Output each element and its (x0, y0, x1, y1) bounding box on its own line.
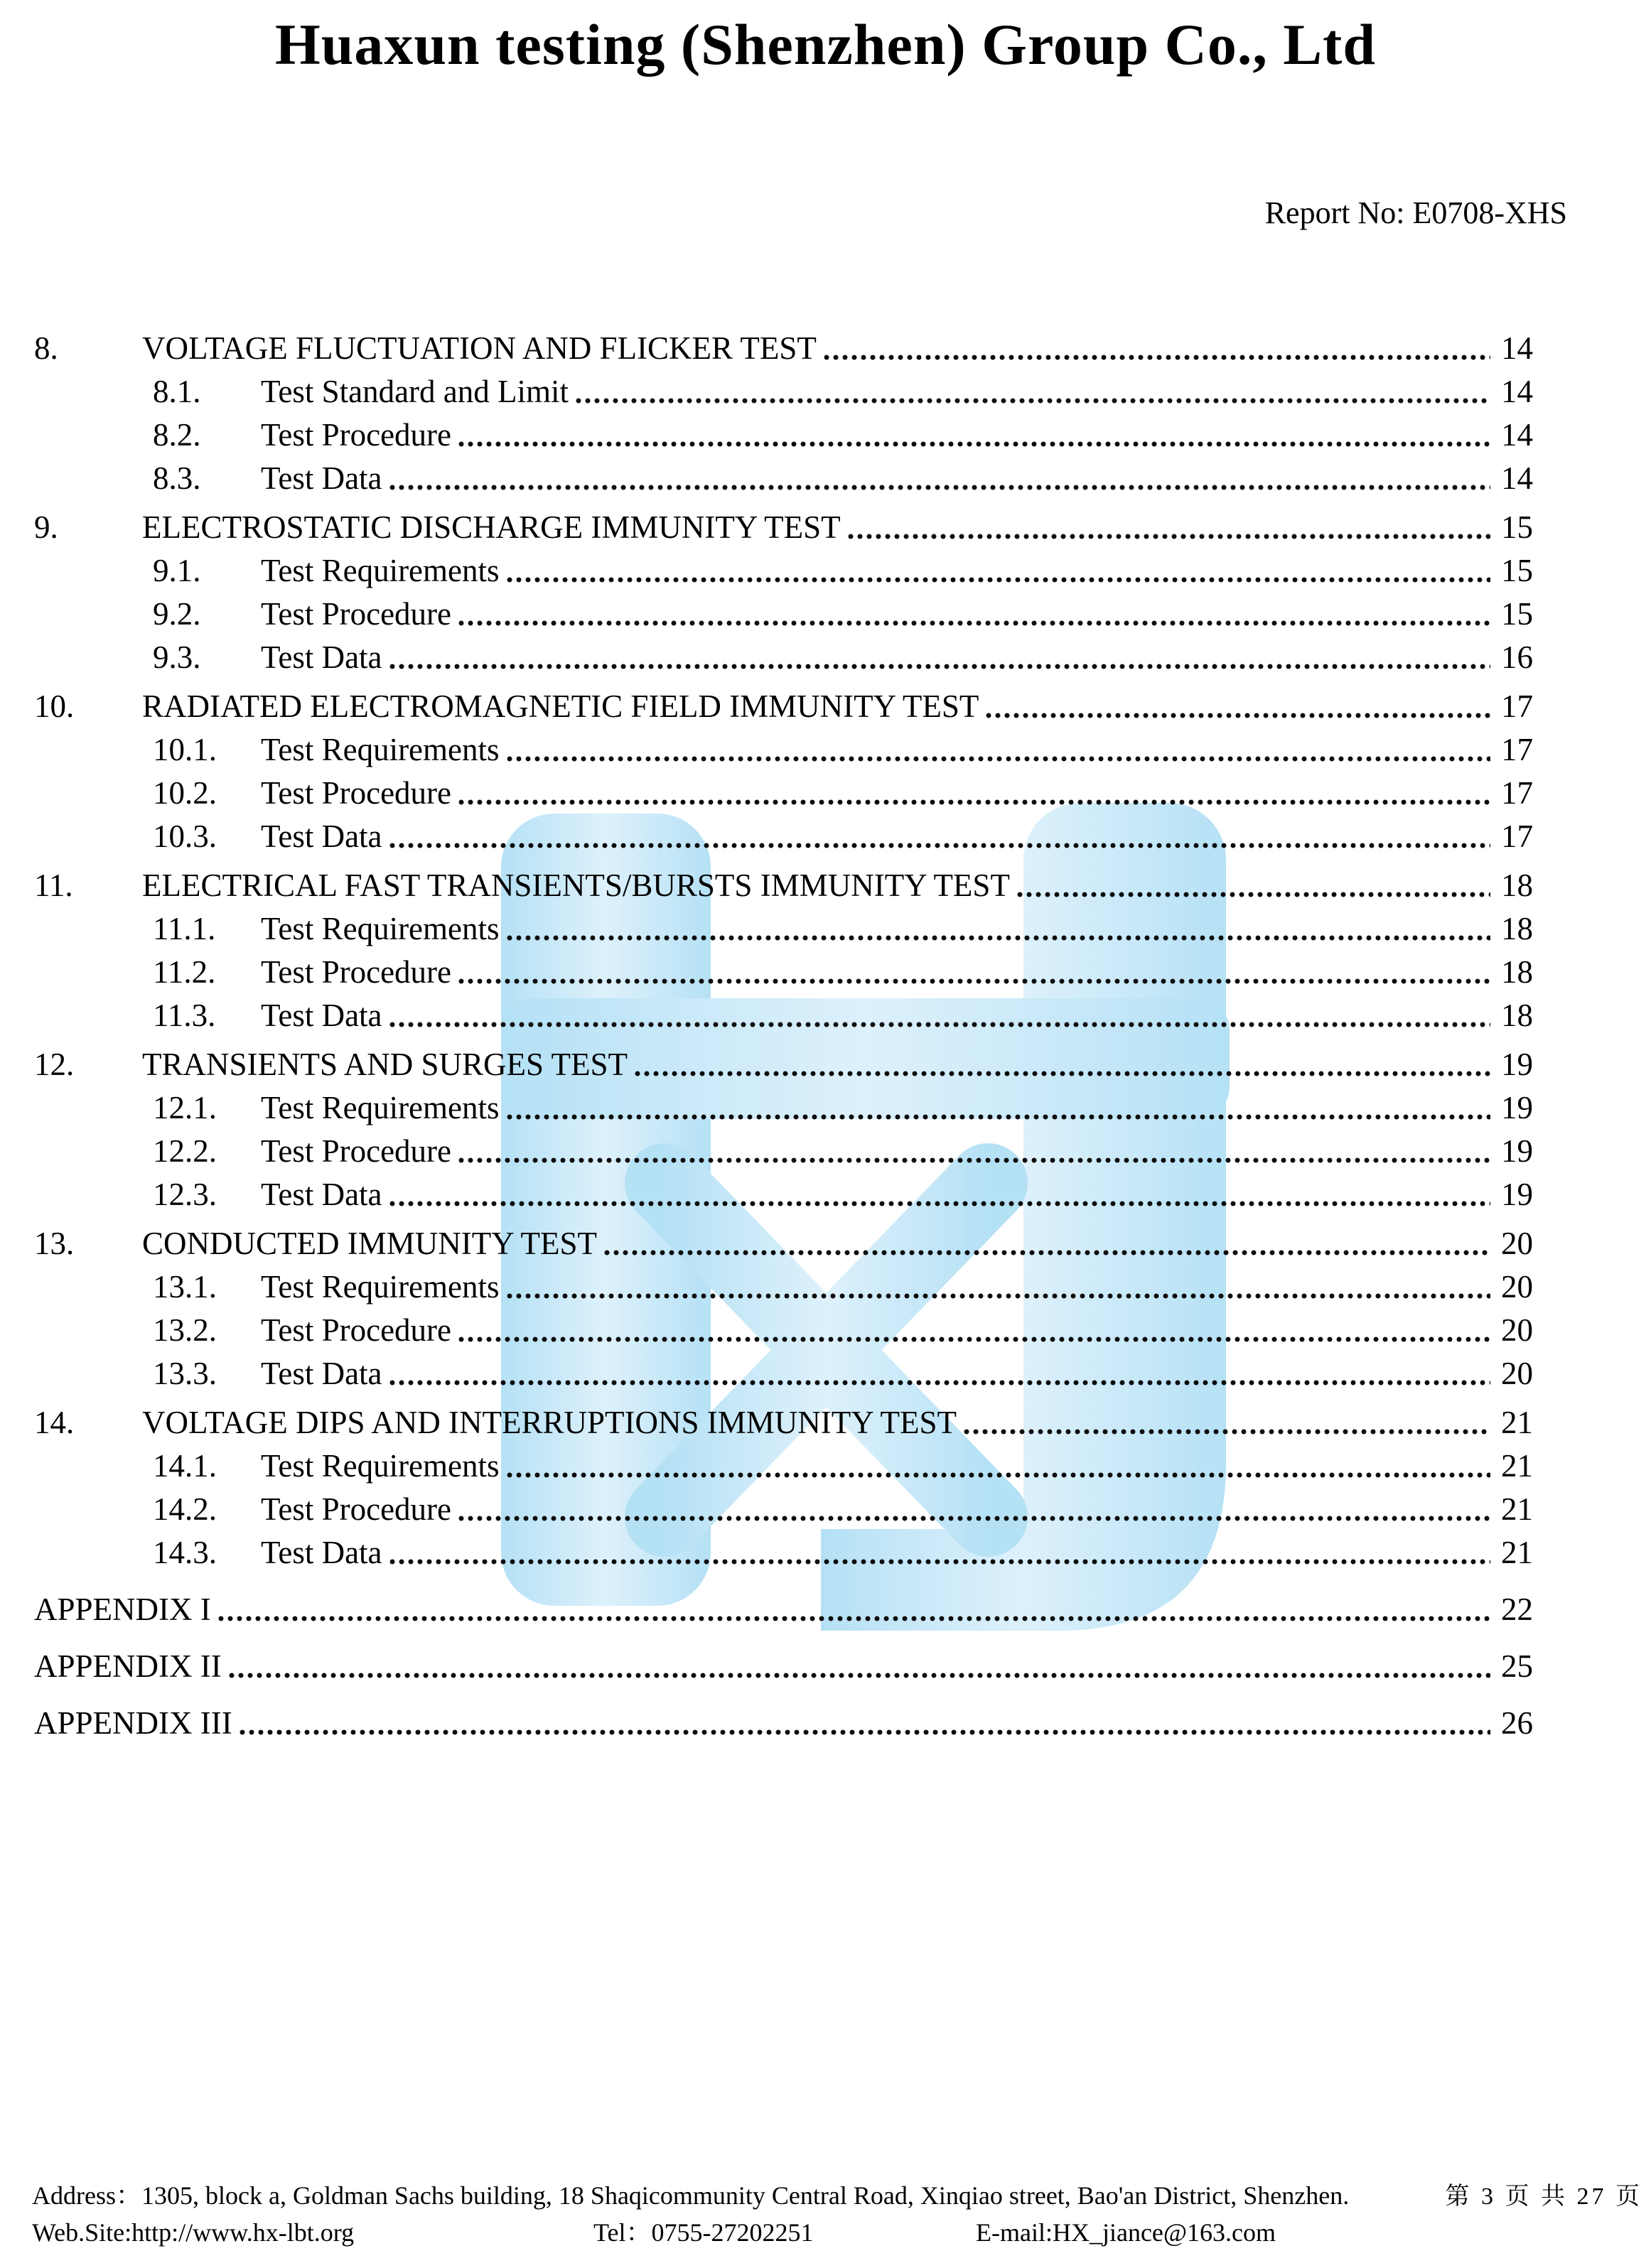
toc-entry[interactable] (34, 1702, 1533, 1745)
toc-entry[interactable] (34, 1401, 1533, 1444)
toc-entry-label: CONDUCTED IMMUNITY TEST (142, 1226, 597, 1261)
toc-entry[interactable] (34, 457, 1533, 500)
toc-entry[interactable] (34, 728, 1533, 772)
dot-leader (1017, 864, 1490, 907)
toc-entry-label: Test Procedure (261, 954, 452, 990)
toc-entry-label: Test Procedure (261, 596, 452, 632)
page-indicator: 第 3 页 共 27 页 (1445, 2183, 1642, 2210)
toc-entry-label: Test Data (261, 460, 382, 496)
toc-entry-page: 19 (1501, 1133, 1533, 1169)
toc-entry-number: 10.2. (153, 775, 217, 811)
dot-leader (458, 772, 1490, 815)
dot-leader (507, 1444, 1490, 1488)
dot-leader (218, 1588, 1490, 1631)
toc-entry-label: Test Requirements (261, 1269, 500, 1305)
company-title: Huaxun testing (Shenzhen) Group Co., Ltd (275, 12, 1376, 77)
toc-entry-label: RADIATED ELECTROMAGNETIC FIELD IMMUNITY TEST (142, 688, 979, 724)
toc-entry[interactable] (34, 1043, 1533, 1086)
toc-entry[interactable] (34, 370, 1533, 414)
toc-entry-number: 8. (34, 330, 58, 366)
dot-leader (389, 994, 1490, 1037)
toc-entry-number: 11. (34, 868, 73, 903)
address-text: Address：1305, block a, Goldman Sachs building, 18 Shaqicommunity Central Road, Xinqiao street, Bao'an District, Shenzhen. (32, 2181, 1350, 2210)
dot-leader (458, 414, 1490, 457)
toc-entry-number: 12.2. (153, 1133, 217, 1169)
toc-entry[interactable] (34, 327, 1533, 370)
toc-entry-number: 11.2. (153, 954, 216, 990)
toc-entry-page: 14 (1501, 417, 1533, 453)
toc-entry[interactable] (34, 1130, 1533, 1173)
toc-entry-page: 26 (1501, 1705, 1533, 1741)
toc-entry-number: 8.1. (153, 374, 201, 409)
toc-entry-label: Test Requirements (261, 1448, 500, 1484)
dot-leader (576, 370, 1490, 414)
toc-entry-number: 14.2. (153, 1491, 217, 1527)
website-link[interactable]: Web.Site:http://www.hx-lbt.org (32, 2218, 355, 2247)
toc-entry-page: 18 (1501, 911, 1533, 946)
toc-entry-page: 20 (1501, 1226, 1533, 1261)
toc-entry-page: 14 (1501, 330, 1533, 366)
dot-leader (458, 1309, 1490, 1352)
toc-entry-page: 20 (1501, 1356, 1533, 1391)
toc-entry[interactable] (34, 1086, 1533, 1130)
toc-entry-label: Test Data (261, 1177, 382, 1212)
dot-leader (507, 728, 1490, 772)
toc-entry-label: Test Procedure (261, 1312, 452, 1348)
toc-entry-page: 17 (1501, 732, 1533, 767)
toc-entry-label: ELECTROSTATIC DISCHARGE IMMUNITY TEST (142, 509, 841, 545)
dot-leader (229, 1645, 1490, 1688)
dot-leader (824, 327, 1490, 370)
toc-entry-label: Test Procedure (261, 1491, 452, 1527)
toc-entry-number: 13.2. (153, 1312, 217, 1348)
toc-entry-label: VOLTAGE FLUCTUATION AND FLICKER TEST (142, 330, 817, 366)
toc-entry-label: Test Procedure (261, 775, 452, 811)
toc-entry-page: 16 (1501, 639, 1533, 675)
dot-leader (635, 1043, 1490, 1086)
dot-leader (848, 506, 1490, 549)
toc-entry[interactable] (34, 815, 1533, 858)
toc-entry-page: 20 (1501, 1312, 1533, 1348)
toc-entry[interactable] (34, 864, 1533, 907)
dot-leader (389, 1173, 1490, 1216)
toc-entry[interactable] (34, 907, 1533, 951)
footer-line-2 (32, 2214, 1642, 2251)
toc-entry[interactable] (34, 593, 1533, 636)
toc-entry-label: Test Requirements (261, 911, 500, 946)
toc-entry-page: 15 (1501, 509, 1533, 545)
toc-entry[interactable] (34, 772, 1533, 815)
toc-entry-page: 17 (1501, 775, 1533, 811)
dot-leader (458, 593, 1490, 636)
toc-entry-label: Test Data (261, 819, 382, 854)
toc-entry-page: 19 (1501, 1047, 1533, 1082)
toc-entry-page: 19 (1501, 1177, 1533, 1212)
dot-leader (986, 685, 1490, 728)
toc-entry-label: Test Procedure (261, 1133, 452, 1169)
email-link[interactable]: E-mail:HX_jiance@163.com (976, 2218, 1276, 2247)
toc-entry-label: Test Procedure (261, 417, 452, 453)
toc-entry-number: 8.2. (153, 417, 201, 453)
toc-entry-number: 14.1. (153, 1448, 217, 1484)
toc-entry[interactable] (34, 506, 1533, 549)
toc-entry-label: Test Data (261, 998, 382, 1033)
table-of-contents (34, 321, 1533, 1745)
toc-entry-number: 12.1. (153, 1090, 217, 1125)
toc-entry-page: 18 (1501, 868, 1533, 903)
toc-entry-number: 11.1. (153, 911, 216, 946)
toc-entry-label: VOLTAGE DIPS AND INTERRUPTIONS IMMUNITY TEST (142, 1405, 957, 1440)
toc-entry-page: 18 (1501, 954, 1533, 990)
toc-entry-number: 9.1. (153, 553, 201, 588)
toc-entry-label: Test Requirements (261, 553, 500, 588)
dot-leader (389, 1531, 1490, 1575)
toc-entry-label: APPENDIX I (34, 1592, 211, 1627)
toc-entry-page: 14 (1501, 374, 1533, 409)
footer-line-1 (32, 2177, 1642, 2214)
toc-entry[interactable] (34, 636, 1533, 679)
toc-entry-number: 11.3. (153, 998, 216, 1033)
toc-entry-label: Test Data (261, 1535, 382, 1570)
dot-leader (507, 907, 1490, 951)
toc-entry[interactable] (34, 1588, 1533, 1631)
toc-entry-page: 15 (1501, 553, 1533, 588)
toc-entry-label: APPENDIX II (34, 1648, 222, 1684)
toc-entry-number: 14. (34, 1405, 75, 1440)
toc-entry-page: 18 (1501, 998, 1533, 1033)
toc-entry[interactable] (34, 549, 1533, 593)
toc-entry-number: 10.1. (153, 732, 217, 767)
toc-entry-number: 12. (34, 1047, 75, 1082)
toc-entry-number: 8.3. (153, 460, 201, 496)
toc-entry-label: TRANSIENTS AND SURGES TEST (142, 1047, 628, 1082)
toc-entry-number: 13. (34, 1226, 75, 1261)
toc-entry-label: Test Data (261, 1356, 382, 1391)
toc-entry-number: 10. (34, 688, 75, 724)
toc-entry[interactable] (34, 1488, 1533, 1531)
dot-leader (389, 815, 1490, 858)
toc-entry[interactable] (34, 414, 1533, 457)
toc-entry-label: APPENDIX III (34, 1705, 232, 1741)
report-number: Report No: E0708-XHS (1264, 195, 1567, 230)
toc-entry[interactable] (34, 1222, 1533, 1265)
toc-entry-number: 10.3. (153, 819, 217, 854)
toc-entry[interactable] (34, 1309, 1533, 1352)
toc-entry[interactable] (34, 1265, 1533, 1309)
toc-entry[interactable] (34, 685, 1533, 728)
toc-entry-label: Test Requirements (261, 1090, 500, 1125)
toc-entry-page: 21 (1501, 1535, 1533, 1570)
toc-entry-number: 14.3. (153, 1535, 217, 1570)
dot-leader (458, 1488, 1490, 1531)
toc-entry-label: Test Requirements (261, 732, 500, 767)
dot-leader (604, 1222, 1490, 1265)
toc-entry[interactable] (34, 1444, 1533, 1488)
toc-entry[interactable] (34, 1645, 1533, 1688)
toc-entry[interactable] (34, 1352, 1533, 1395)
dot-leader (240, 1702, 1490, 1745)
dot-leader (507, 549, 1490, 593)
dot-leader (507, 1086, 1490, 1130)
toc-entry-number: 13.3. (153, 1356, 217, 1391)
toc-entry-page: 19 (1501, 1090, 1533, 1125)
toc-entry[interactable] (34, 1173, 1533, 1216)
toc-entry[interactable] (34, 994, 1533, 1037)
toc-entry-label: Test Data (261, 639, 382, 675)
toc-entry-label: ELECTRICAL FAST TRANSIENTS/BURSTS IMMUNITY TEST (142, 868, 1010, 903)
telephone-text: Tel：0755-27202251 (593, 2218, 814, 2247)
page-footer (32, 2177, 1642, 2251)
toc-entry[interactable] (34, 1531, 1533, 1575)
toc-entry-number: 9.2. (153, 596, 201, 632)
dot-leader (389, 636, 1490, 679)
toc-entry-number: 12.3. (153, 1177, 217, 1212)
toc-entry-page: 25 (1501, 1648, 1533, 1684)
dot-leader (458, 1130, 1490, 1173)
toc-entry-number: 9.3. (153, 639, 201, 675)
toc-entry-label: Test Standard and Limit (261, 374, 569, 409)
toc-entry-page: 15 (1501, 596, 1533, 632)
toc-entry-page: 21 (1501, 1405, 1533, 1440)
toc-entry-page: 22 (1501, 1592, 1533, 1627)
toc-entry[interactable] (34, 951, 1533, 994)
dot-leader (507, 1265, 1490, 1309)
toc-entry-number: 9. (34, 509, 58, 545)
toc-entry-page: 21 (1501, 1491, 1533, 1527)
dot-leader (389, 1352, 1490, 1395)
dot-leader (389, 457, 1490, 500)
toc-entry-page: 17 (1501, 819, 1533, 854)
dot-leader (964, 1401, 1490, 1444)
toc-entry-page: 14 (1501, 460, 1533, 496)
toc-entry-number: 13.1. (153, 1269, 217, 1305)
dot-leader (458, 951, 1490, 994)
toc-entry-page: 20 (1501, 1269, 1533, 1305)
toc-entry-page: 21 (1501, 1448, 1533, 1484)
toc-entry-page: 17 (1501, 688, 1533, 724)
